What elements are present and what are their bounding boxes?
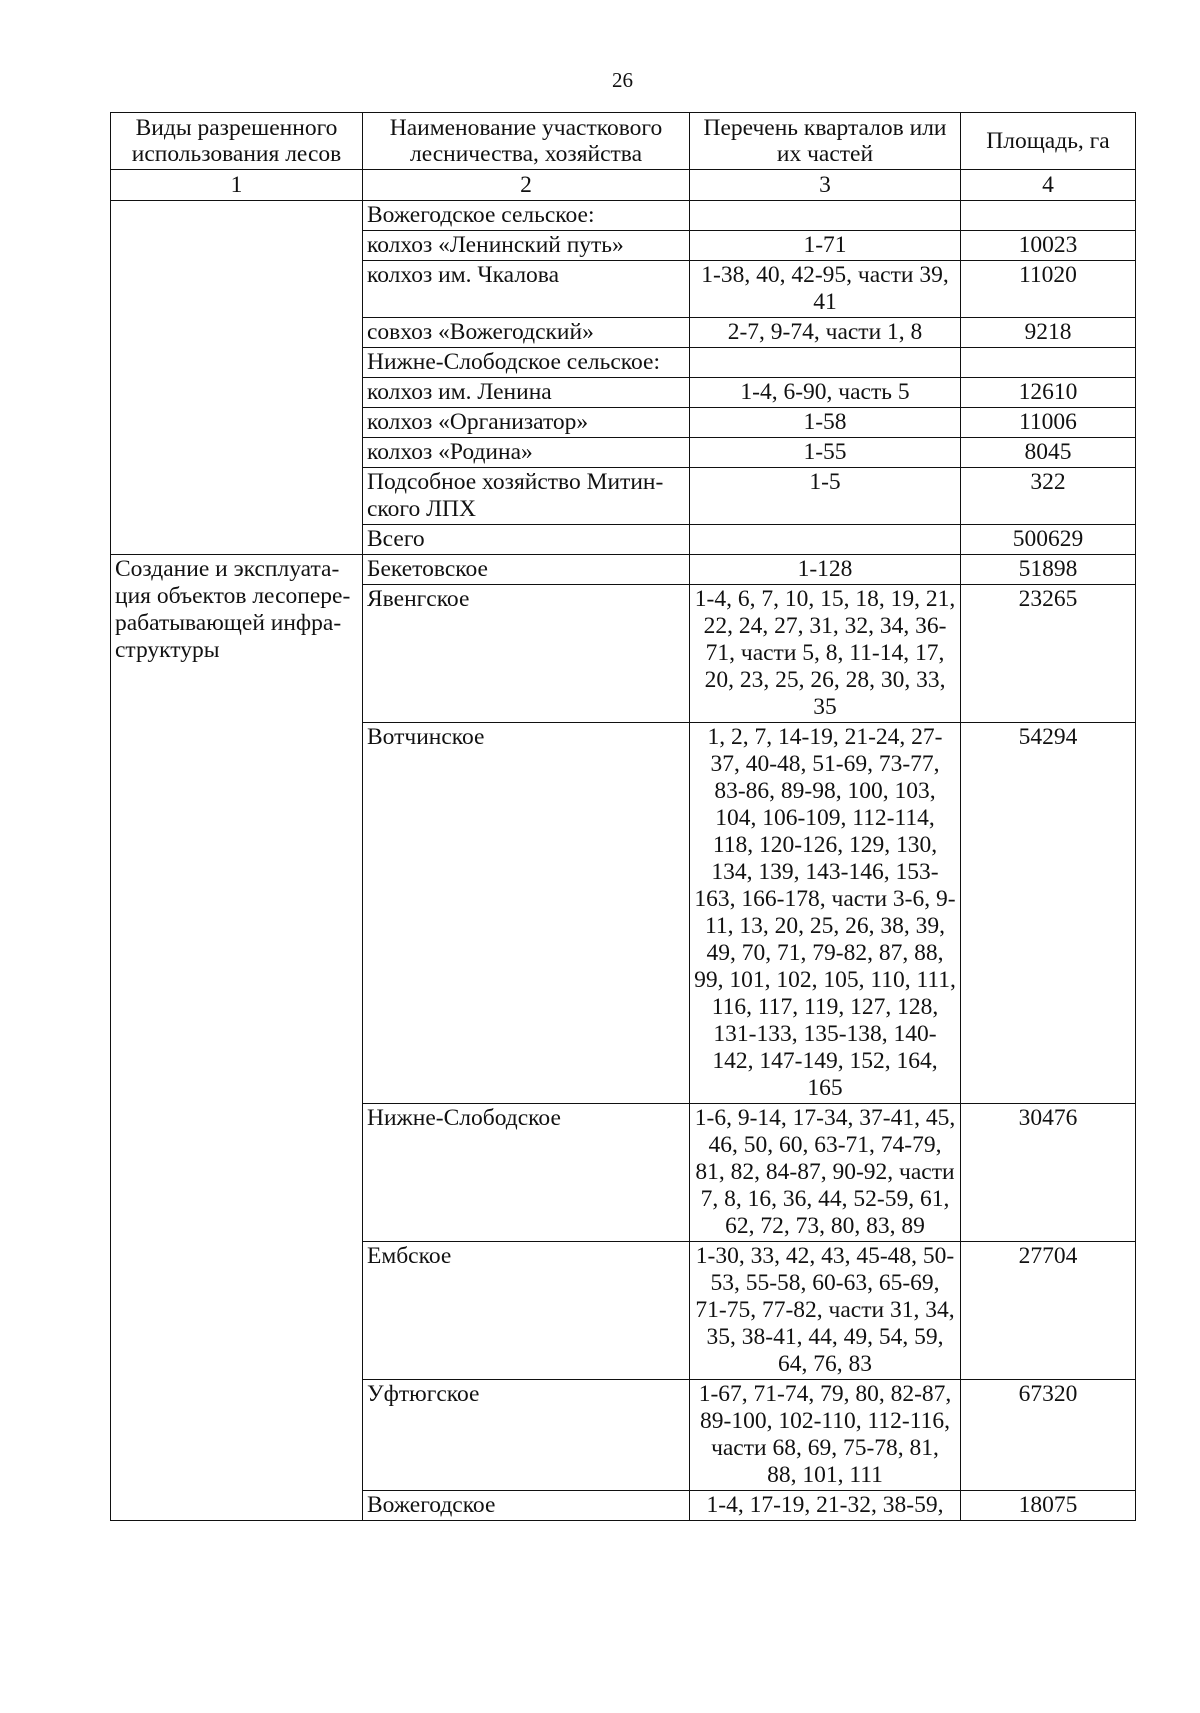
- area-value: [961, 348, 1136, 378]
- quarters-list: 1-128: [690, 555, 961, 585]
- column-header-area: Площадь, га: [961, 113, 1136, 170]
- quarters-list: 1-38, 40, 42-95, части 39, 41: [690, 261, 961, 318]
- forestry-name: колхоз им. Ленина: [363, 378, 690, 408]
- quarters-list: 1-4, 17-19, 21-32, 38-59,: [690, 1491, 961, 1521]
- area-value: 9218: [961, 318, 1136, 348]
- forestry-name: Вожегодское сельское:: [363, 201, 690, 231]
- forestry-name: Вожегодское: [363, 1491, 690, 1521]
- area-value: 54294: [961, 723, 1136, 1104]
- forestry-name: колхоз «Организатор»: [363, 408, 690, 438]
- forestry-name: колхоз «Ленинский путь»: [363, 231, 690, 261]
- quarters-list: 1-58: [690, 408, 961, 438]
- column-number: 2: [363, 170, 690, 201]
- quarters-list: 1-4, 6-90, часть 5: [690, 378, 961, 408]
- area-value: 12610: [961, 378, 1136, 408]
- forestry-name: Ембское: [363, 1242, 690, 1380]
- column-number-row: [111, 170, 1136, 201]
- land-use-cell: [111, 201, 363, 555]
- total-label: Всего: [363, 525, 690, 555]
- area-value: 30476: [961, 1104, 1136, 1242]
- quarters-list: 1-55: [690, 438, 961, 468]
- forestry-name: совхоз «Вожегодский»: [363, 318, 690, 348]
- area-value: 27704: [961, 1242, 1136, 1380]
- column-number: 3: [690, 170, 961, 201]
- area-value: 51898: [961, 555, 1136, 585]
- column-header-quarters: Перечень кварталов или их частей: [690, 113, 961, 170]
- quarters-list: 1-4, 6, 7, 10, 15, 18, 19, 21, 22, 24, 27, 31, 32, 34, 36-71, части 5, 8, 11-14, 17, 20, 23, 25, 26, 28, 30, 33, 35: [690, 585, 961, 723]
- header-row: [111, 113, 1136, 170]
- area-value: [961, 201, 1136, 231]
- page-number: 26: [612, 68, 633, 92]
- forestry-name: Нижне-Слободское сельское:: [363, 348, 690, 378]
- forest-use-table: [110, 112, 1136, 1521]
- table-row: [111, 555, 1136, 585]
- area-value: 11006: [961, 408, 1136, 438]
- table-row: [111, 201, 1136, 231]
- forestry-name: Бекетовское: [363, 555, 690, 585]
- total-area-value: 500629: [961, 525, 1136, 555]
- column-number: 4: [961, 170, 1136, 201]
- forestry-name: Вотчинское: [363, 723, 690, 1104]
- quarters-list: 1-67, 71-74, 79, 80, 82-87, 89-100, 102-110, 112-116, части 68, 69, 75-78, 81, 88, 101, 111: [690, 1380, 961, 1491]
- column-header-land-use: Виды разрешенного использования лесов: [111, 113, 363, 170]
- area-value: 322: [961, 468, 1136, 525]
- quarters-list: 1-6, 9-14, 17-34, 37-41, 45, 46, 50, 60, 63-71, 74-79, 81, 82, 84-87, 90-92, части 7, 8, 16, 36, 44, 52-59, 61, 62, 72, 73, 80, 83, 89: [690, 1104, 961, 1242]
- quarters-list: [690, 201, 961, 231]
- quarters-list: [690, 348, 961, 378]
- quarters-list: 2-7, 9-74, части 1, 8: [690, 318, 961, 348]
- area-value: 10023: [961, 231, 1136, 261]
- area-value: 67320: [961, 1380, 1136, 1491]
- quarters-list: [690, 525, 961, 555]
- column-number: 1: [111, 170, 363, 201]
- quarters-list: 1-71: [690, 231, 961, 261]
- area-value: 23265: [961, 585, 1136, 723]
- area-value: 11020: [961, 261, 1136, 318]
- forestry-name: Явенгское: [363, 585, 690, 723]
- quarters-list: 1-5: [690, 468, 961, 525]
- forestry-name: Уфтюгское: [363, 1380, 690, 1491]
- quarters-list: 1-30, 33, 42, 43, 45-48, 50-53, 55-58, 60-63, 65-69, 71-75, 77-82, части 31, 34, 35, 38-41, 44, 49, 54, 59, 64, 76, 83: [690, 1242, 961, 1380]
- quarters-list: 1, 2, 7, 14-19, 21-24, 27-37, 40-48, 51-69, 73-77, 83-86, 89-98, 100, 103, 104, 106-109, 112-114, 118, 120-126, 129, 130, 134, 139, 143-146, 153-163, 166-178, части 3-6, 9-11, 13, 20, 25, 26, 38, 39, 49, 70, 71, 79-82, 87, 88, 99, 101, 102, 105, 110, 111, 116, 117, 119, 127, 128, 131-133, 135-138, 140-142, 147-149, 152, 164, 165: [690, 723, 961, 1104]
- area-value: 8045: [961, 438, 1136, 468]
- area-value: 18075: [961, 1491, 1136, 1521]
- land-use-cell: Создание и эксплуатация объектов лесоперерабатывающей инфраструктуры: [111, 555, 363, 1521]
- forestry-name: колхоз «Родина»: [363, 438, 690, 468]
- column-header-forestry: Наименование участкового лесничества, хозяйства: [363, 113, 690, 170]
- forestry-name: Нижне-Слободское: [363, 1104, 690, 1242]
- forestry-name: колхоз им. Чкалова: [363, 261, 690, 318]
- forestry-name: Подсобное хозяйство Митинского ЛПХ: [363, 468, 690, 525]
